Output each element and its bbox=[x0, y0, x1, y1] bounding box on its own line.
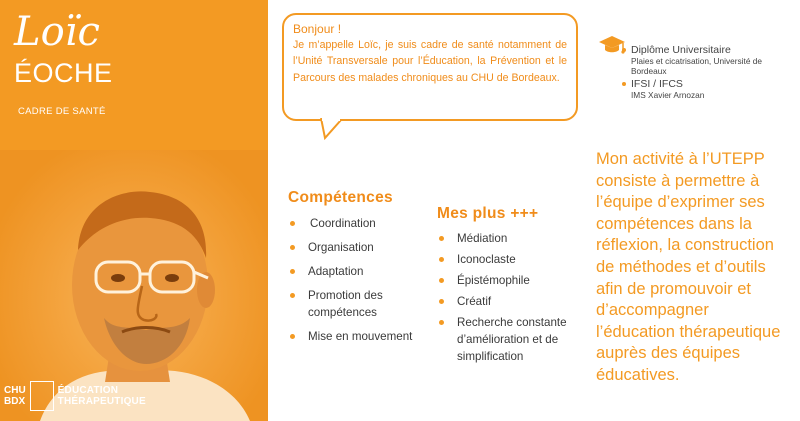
list-item: Médiation bbox=[437, 230, 587, 247]
chu-wordmark: CHU BDX bbox=[4, 385, 26, 407]
introduction-text: Je m’appelle Loïc, je suis cadre de santé notamment de l’Unité Transversale pour l’Éducation, la Prévention et le Parcours des malades chroniques au CHU de Bordeaux. bbox=[293, 39, 567, 84]
chu-logo bbox=[4, 381, 146, 411]
plus-list bbox=[437, 230, 587, 369]
last-name: ÉOCHE bbox=[14, 58, 113, 88]
first-name: Loïc bbox=[14, 9, 100, 55]
list-item: Adaptation bbox=[288, 263, 428, 280]
list-item: Épistémophile bbox=[437, 272, 587, 289]
logo-seal-icon bbox=[30, 381, 54, 411]
list-item: Promotion des compétences bbox=[288, 287, 428, 321]
list-item: Iconoclaste bbox=[437, 251, 587, 268]
list-item: Recherche constante d’amélioration et de simplification bbox=[437, 314, 587, 365]
competences-list bbox=[288, 215, 428, 352]
greeting: Bonjour ! bbox=[293, 22, 342, 36]
list-item: Créatif bbox=[437, 293, 587, 310]
list-item: Mise en mouvement bbox=[288, 328, 428, 345]
list-item: Coordination bbox=[288, 215, 428, 232]
diploma-list bbox=[622, 44, 798, 102]
profile-panel bbox=[0, 0, 268, 421]
speech-bubble-tail bbox=[319, 118, 349, 140]
list-item: Organisation bbox=[288, 239, 428, 256]
activity-description: Mon activité à l’UTEPP consiste à permettre à l’équipe d’exprimer ses compétences dans la réflexion, la construction de méthodes et d’outils afin de promouvoir et d’accompagner l’éducation thérapeutique auprès des équipes éducatives. bbox=[596, 150, 781, 384]
diploma-item: IFSI / IFCS IMS Xavier Arnozan bbox=[622, 78, 798, 100]
speech-bubble bbox=[282, 13, 578, 121]
diploma-item: Diplôme Universitaire Plaies et cicatrisation, Université de Bordeaux bbox=[622, 44, 798, 76]
education-wordmark: ÉDUCATION THÉRAPEUTIQUE bbox=[57, 385, 146, 407]
role-title: CADRE DE SANTÉ bbox=[18, 106, 106, 117]
plus-title: Mes plus +++ bbox=[437, 205, 539, 222]
competences-title: Compétences bbox=[288, 189, 393, 206]
